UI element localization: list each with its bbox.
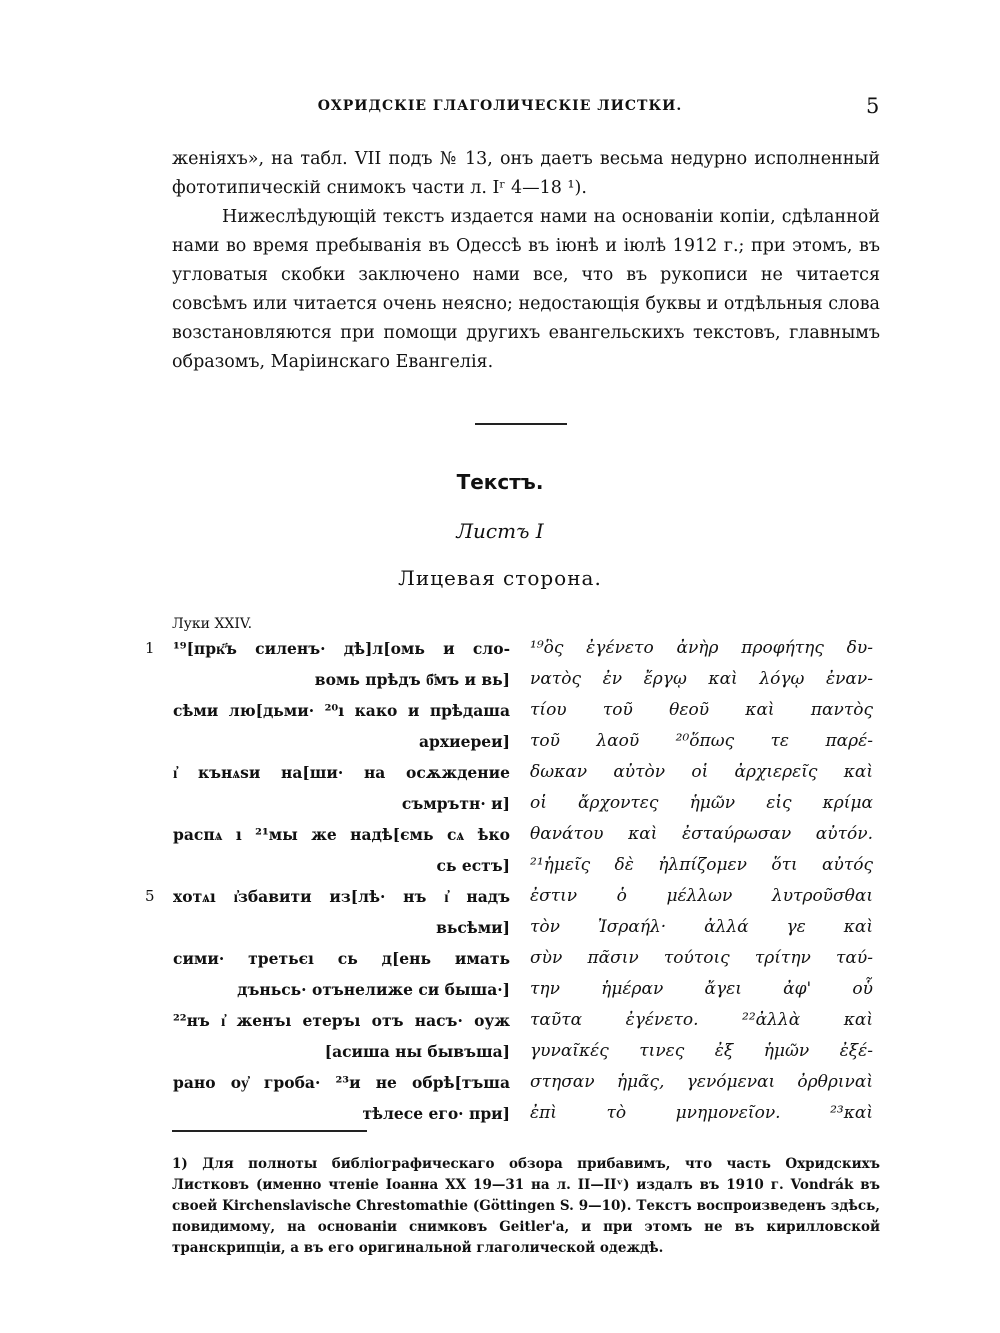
intro-text (172, 145, 880, 377)
slavonic-line (145, 726, 510, 757)
line-number: 1 (145, 639, 155, 657)
slavonic-line (145, 695, 510, 726)
slavonic-line-text: вьсѣми] (436, 918, 510, 937)
slavonic-line (145, 1067, 510, 1098)
greek-column (530, 633, 873, 1129)
slavonic-line (145, 1036, 510, 1067)
slavonic-line (145, 788, 510, 819)
slavonic-line-text: тѣлесе его· при] (362, 1104, 510, 1123)
footnote: 1) Для полноты библіографическаго обзора прибавимъ, что часть Охридскихъ Листковъ (именно чтеніе Іоанна XX 19—31 на л. II—IIᵛ) издалъ въ 1910 г. Vondrák въ своей Kirchenslavische Chrestomathie (Göttingen S. 9—10). Текстъ воспроизведенъ здѣсь, повидимому, на основаніи снимковъ Geitler'а, и при этомъ не въ кирилловской транскрипціи, а въ его оригинальной глаголической одеждѣ. (172, 1156, 880, 1256)
slavonic-line-text: ¹⁹[прк҃ъ силенъ· дѣ]л[омь и сло- (173, 639, 510, 658)
greek-line: τοῦ λαοῦ ²⁰ὅπως τε παρέ- (530, 731, 873, 751)
greek-line: σὺν πᾶσιν τούτοις τρίτην ταύ- (530, 948, 873, 968)
greek-line: τὸν Ἰσραήλ· ἀλλά γε καὶ (530, 917, 873, 937)
slavonic-line-text: дъньсь· отънелиже си быша·] (237, 980, 510, 999)
slavonic-line-text: архиереи] (418, 732, 510, 751)
greek-line: την ἡμέραν ἄγει ἀφ' οὗ (530, 979, 873, 999)
slavonic-line (145, 943, 510, 974)
slavonic-line (145, 850, 510, 881)
greek-line: ²¹ἡμεῖς δὲ ἠλπίζομεν ὅτι αὐτός (530, 855, 873, 875)
running-title: ОХРИДСКІЕ ГЛАГОЛИЧЕСКІЕ ЛИСТКИ. (317, 98, 683, 114)
greek-line: ἐπὶ τὸ μνημονεῖον. ²³καὶ (530, 1103, 873, 1123)
slavonic-line (145, 633, 510, 664)
slavonic-line (145, 912, 510, 943)
slavonic-line-text: сь естъ] (436, 856, 510, 875)
slavonic-line (145, 1098, 510, 1129)
greek-line: δωκαν αὐτὸν οἱ ἀρχιερεῖς καὶ (530, 762, 873, 782)
slavonic-line (145, 1005, 510, 1036)
leaf-title: Листъ I (456, 519, 544, 543)
slavonic-line-text: съмрътн· и] (401, 794, 510, 813)
slavonic-line (145, 819, 510, 850)
slavonic-line (145, 974, 510, 1005)
section-divider (475, 423, 567, 425)
book-reference: Луки XXIV. (172, 616, 253, 632)
slavonic-line-text: вомь прѣдъ б҃мъ и вь] (314, 670, 510, 689)
slavonic-line (145, 881, 510, 912)
greek-line: οἱ ἄρχοντες ἡμῶν εἰς κρίμα (530, 793, 873, 813)
slavonic-line-text: рано оу҆ гроба· ²³и не обрѣ[тъша (173, 1073, 510, 1092)
section-title: Текстъ. (456, 470, 544, 494)
slavonic-line-text: [асиша ны бывъша] (324, 1042, 510, 1061)
page-number: 5 (866, 94, 880, 118)
slavonic-line (145, 664, 510, 695)
greek-line: θανάτου καὶ ἐσταύρωσαν αὐτόν. (530, 824, 873, 844)
intro-paragraph-1: женіяхъ», на табл. VII подъ № 13, онъ даетъ весьма недурно исполненный фототипическій снимокъ части л. Iʳ 4—18 ¹). (172, 149, 880, 198)
slavonic-line-text: ²²нъ ı҆ женъı етеръı отъ насъ· оуж (173, 1011, 510, 1030)
side-title: Лицевая сторона. (398, 566, 602, 590)
slavonic-line-text: ı҆ кънѧѕи на[ши· на осѫждение (173, 763, 510, 782)
slavonic-line-text: сѣми лю[дьми· ²⁰ı како и прѣдаша (173, 701, 510, 720)
greek-line: τίου τοῦ θεοῦ καὶ παντὸς (530, 700, 873, 720)
greek-line: ἐστιν ὁ μέλλων λυτροῦσθαι (530, 886, 873, 906)
greek-line: στησαν ἡμᾶς, γενόμεναι ὀρθριναὶ (530, 1072, 873, 1092)
intro-paragraph-2: Нижеслѣдующій текстъ издается нами на основаніи копіи, сдѣланной нами во время пребыванія въ Одессѣ въ іюнѣ и іюлѣ 1912 г.; при этомъ, въ угловатыя скобки заключено нами все, что въ рукописи не читается совсѣмъ или читается очень неясно; недостающія буквы и отдѣльныя слова возстановляются при помощи другихъ евангельскихъ текстовъ, главнымъ образомъ, Маріинскаго Евангелія. (172, 207, 880, 372)
slavonic-line-text: распѧ ı ²¹мы же надѣ[ємь сѧ ѣко (173, 825, 510, 844)
slavonic-line (145, 757, 510, 788)
slavonic-line-text: сими· третьєı сь д[ень имать (173, 949, 510, 968)
slavonic-line-text: хотѧı ı҆збавити из[лѣ· нъ ı҆ надъ (173, 887, 510, 906)
slavonic-column (145, 633, 510, 1129)
greek-line: ¹⁹ὃς ἐγένετο ἀνὴρ προφήτης δυ- (530, 638, 873, 658)
footnote-rule (172, 1130, 367, 1132)
greek-line: ταῦτα ἐγένετο. ²²ἀλλὰ καὶ (530, 1010, 873, 1030)
greek-line: νατὸς ἐν ἔργῳ καὶ λόγῳ ἐναν- (530, 669, 873, 689)
greek-line: γυναῖκές τινες ἐξ ἡμῶν ἐξέ- (530, 1041, 873, 1061)
line-number: 5 (145, 887, 155, 905)
